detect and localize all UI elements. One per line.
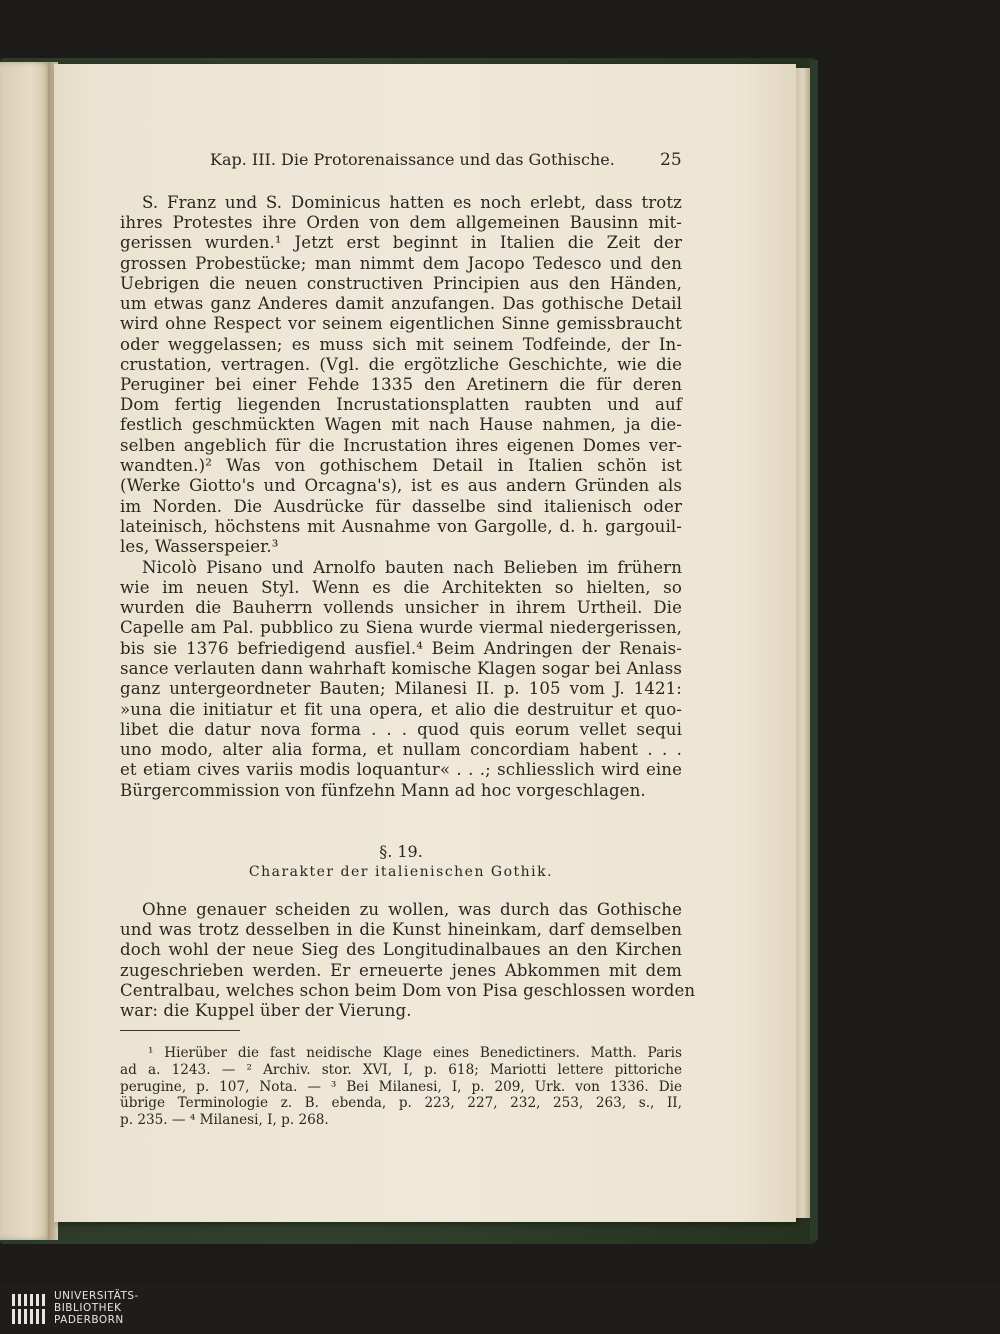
text-line: gerissen wurden.¹ Jetzt erst beginnt in Italien die Zeit der bbox=[120, 233, 682, 252]
footnote-line: ad a. 1243. — ² Archiv. stor. XVI, I, p. 618; Mariotti lettere pittoriche bbox=[120, 1062, 682, 1078]
text-line: libet die datur nova forma . . . quod quis eorum vellet sequi bbox=[120, 720, 682, 739]
text-line: selben angeblich für die Incrustation ihres eigenen Domes ver- bbox=[120, 436, 682, 455]
text-line: doch wohl der neue Sieg des Longitudinalbaues an den Kirchen bbox=[120, 940, 682, 959]
text-line: Bürgercommission von fünfzehn Mann ad hoc vorgeschlagen. bbox=[120, 781, 646, 800]
text-line: ihres Protestes ihre Orden von dem allgemeinen Bausinn mit- bbox=[120, 213, 682, 232]
text-line: Ohne genauer scheiden zu wollen, was durch das Gothische bbox=[142, 900, 682, 919]
section-number: §. 19. bbox=[379, 842, 423, 861]
text-line: um etwas ganz Anderes damit anzufangen. Das gothische Detail bbox=[120, 294, 682, 313]
text-line: sance verlauten dann wahrhaft komische Klagen sogar bei Anlass bbox=[120, 659, 682, 678]
text-line: zugeschrieben werden. Er erneuerte jenes Abkommen mit dem bbox=[120, 961, 682, 980]
footnote-line: übrige Terminologie z. B. ebenda, p. 223, 227, 232, 253, 263, s., II, bbox=[120, 1095, 682, 1111]
footnote-line: ¹ Hierüber die fast neidische Klage eines Benedictiners. Matth. Paris bbox=[148, 1045, 682, 1061]
cover-edge bbox=[810, 60, 818, 1240]
logo-line: UNIVERSITÄTS- bbox=[54, 1290, 139, 1302]
page-number: 25 bbox=[660, 150, 682, 170]
text-line: war: die Kuppel über der Vierung. bbox=[120, 1001, 412, 1020]
text-line: les, Wasserspeier.³ bbox=[120, 537, 279, 556]
text-line: bis sie 1376 befriedigend ausfiel.⁴ Beim Andringen der Renais- bbox=[120, 639, 682, 658]
text-line: festlich geschmückten Wagen mit nach Hause nahmen, ja die- bbox=[120, 415, 682, 434]
text-line: und was trotz desselben in die Kunst hineinkam, darf demselben bbox=[120, 920, 682, 939]
text-line: lateinisch, höchstens mit Ausnahme von Gargolle, d. h. gargouil- bbox=[120, 517, 682, 536]
text-line: S. Franz und S. Dominicus hatten es noch erlebt, dass trotz bbox=[142, 193, 682, 212]
text-line: »una die initiatur et fit una opera, et alio die destruitur et quo- bbox=[120, 700, 682, 719]
text-line: Peruginer bei einer Fehde 1335 den Aretinern die für deren bbox=[120, 375, 682, 394]
footer-bar bbox=[0, 1284, 1000, 1334]
text-line: Uebrigen die neuen constructiven Principien aus den Händen, bbox=[120, 274, 682, 293]
text-line: uno modo, alter alia forma, et nullam concordiam habent . . . bbox=[120, 740, 682, 759]
running-header: Kap. III. Die Protorenaissance und das Gothische. bbox=[210, 150, 615, 169]
library-logo-text bbox=[54, 1290, 139, 1326]
text-line: et etiam cives variis modis loquantur« . . .; schliesslich wird eine bbox=[120, 760, 682, 779]
section-title: Charakter der italienischen Gothik. bbox=[248, 864, 554, 880]
footnote-line: perugine, p. 107, Nota. — ³ Bei Milanesi, I, p. 209, Urk. von 1336. Die bbox=[120, 1079, 682, 1095]
text-line: wie im neuen Styl. Wenn es die Architekten so hielten, so bbox=[120, 578, 682, 597]
text-line: wird ohne Respect vor seinem eigentlichen Sinne gemissbraucht bbox=[120, 314, 682, 333]
text-line: wurden die Bauherrn vollends unsicher in ihrem Urtheil. Die bbox=[120, 598, 682, 617]
text-line: grossen Probestücke; man nimmt dem Jacopo Tedesco und den bbox=[120, 254, 682, 273]
text-line: oder weggelassen; es muss sich mit seinem Todfeinde, der In- bbox=[120, 335, 682, 354]
text-line: ganz untergeordneter Bauten; Milanesi II. p. 105 vom J. 1421: bbox=[120, 679, 682, 698]
left-page-edge bbox=[0, 62, 52, 1240]
text-line: Nicolò Pisano und Arnolfo bauten nach Belieben im frühern bbox=[142, 558, 682, 577]
text-line: im Norden. Die Ausdrücke für dasselbe sind italienisch oder bbox=[120, 497, 682, 516]
text-line: Centralbau, welches schon beim Dom von Pisa geschlossen worden bbox=[120, 981, 696, 1000]
footnote-rule bbox=[120, 1030, 240, 1031]
university-library-logo-icon bbox=[10, 1290, 48, 1328]
text-line: wandten.)² Was von gothischem Detail in Italien schön ist bbox=[120, 456, 682, 475]
logo-line: PADERBORN bbox=[54, 1314, 124, 1326]
text-line: (Werke Giotto's und Orcagna's), ist es aus andern Gründen als bbox=[120, 476, 682, 495]
logo-line: BIBLIOTHEK bbox=[54, 1302, 122, 1314]
text-line: Dom fertig liegenden Incrustationsplatten raubten und auf bbox=[120, 395, 682, 414]
text-line: Capelle am Pal. pubblico zu Siena wurde viermal niedergerissen, bbox=[120, 618, 682, 637]
text-line: crustation, vertragen. (Vgl. die ergötzliche Geschichte, wie die bbox=[120, 355, 682, 374]
page-fore-edge bbox=[796, 68, 810, 1218]
footnote-line: p. 235. — ⁴ Milanesi, I, p. 268. bbox=[120, 1112, 329, 1128]
